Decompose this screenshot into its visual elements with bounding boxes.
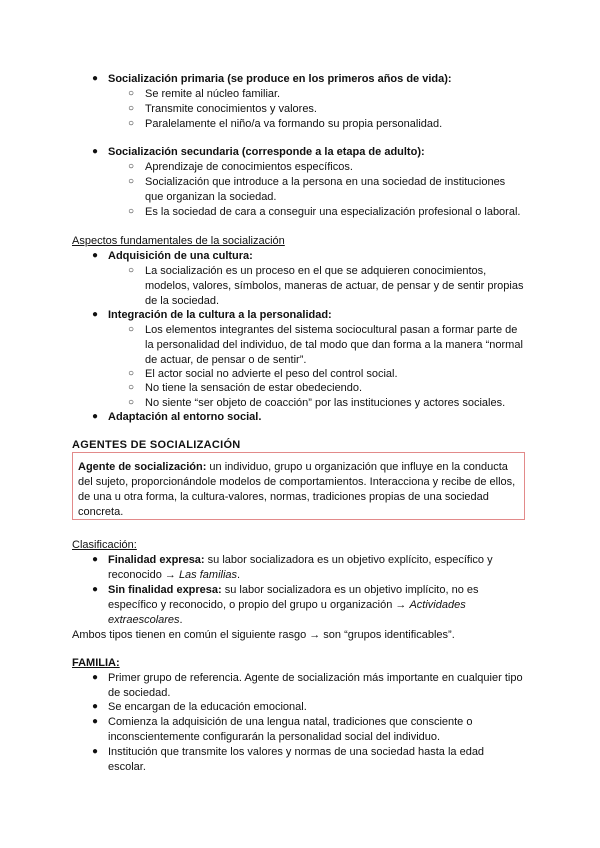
definition-line (78, 460, 508, 474)
list-item-continuation: inconscientemente configurarán la personalidad social del individuo. (108, 731, 441, 743)
list-item: Primer grupo de referencia. Agente de socialización más importante en cualquier tipo (108, 672, 523, 684)
clasificacion-text: su labor socializadora es un objetivo explícito, específico y (204, 554, 493, 566)
list-item-continuation: escolar. (108, 761, 146, 773)
clasificacion-example: Las familias (178, 569, 238, 581)
list-item: Transmite conocimientos y valores. (145, 103, 317, 115)
clasificacion-text: reconocido → (108, 569, 179, 581)
definition-line: concreta. (78, 506, 124, 518)
bullet-icon: ● (92, 554, 99, 565)
bullet-icon: ● (92, 73, 99, 84)
circle-bullet-icon: ○ (128, 176, 135, 187)
familia-heading: FAMILIA: (72, 657, 120, 669)
circle-bullet-icon: ○ (128, 88, 135, 99)
bullet-icon: ● (92, 309, 99, 320)
circle-bullet-icon: ○ (128, 382, 135, 393)
list-item: Los elementos integrantes del sistema sociocultural pasan a formar parte de (145, 324, 518, 336)
aspectos-heading: Aspectos fundamentales de la socialización (72, 235, 285, 247)
clasificacion-example: Actividades (409, 599, 466, 611)
list-item: Paralelamente el niño/a va formando su propia personalidad. (145, 118, 443, 130)
bullet-icon: ● (92, 250, 99, 261)
bullet-icon: ● (92, 411, 99, 422)
circle-bullet-icon: ○ (128, 118, 135, 129)
circle-bullet-icon: ○ (128, 324, 135, 335)
list-item: El actor social no advierte el peso del control social. (145, 368, 398, 380)
list-item: Aprendizaje de conocimientos específicos. (145, 161, 353, 173)
aspecto-integracion-title: Integración de la cultura a la personalidad: (108, 309, 332, 321)
clasificacion-punct: . (179, 614, 183, 626)
list-item-continuation: la personalidad del individuo, de tal modo que dan forma a la manera “normal (145, 339, 523, 351)
list-item-continuation: de actuar, de pensar o de sentir”. (145, 354, 307, 366)
list-item-continuation: que organizan la sociedad. (145, 191, 277, 203)
clasificacion-item-continuation (108, 613, 183, 627)
aspecto-adaptacion-title: Adaptación al entorno social. (108, 411, 262, 423)
clasificacion-text: su labor socializadora es un objetivo implícito, no es (221, 584, 479, 596)
circle-bullet-icon: ○ (128, 103, 135, 114)
definition-line: del sujeto, proporcionándole modelos de comportamientos. Interacciona y recibe de ellos, (78, 476, 516, 488)
clasificacion-item (108, 553, 493, 567)
list-item: No tiene la sensación de estar obedeciendo. (145, 382, 363, 394)
aspecto-cultura-title: Adquisición de una cultura: (108, 250, 253, 262)
primary-socialization-title: Socialización primaria (se produce en los primeros años de vida): (108, 73, 452, 85)
agentes-heading: AGENTES DE SOCIALIZACIÓN (72, 439, 241, 451)
list-item-continuation: de la sociedad. (145, 295, 219, 307)
clasificacion-text: específico y reconocido, o propio del grupo u organización → (108, 599, 410, 611)
list-item-continuation: modelos, valores, símbolos, maneras de actuar, de pensar y de sentir propias (145, 280, 524, 292)
circle-bullet-icon: ○ (128, 206, 135, 217)
clasificacion-punct: . (237, 569, 241, 581)
list-item-continuation: de sociedad. (108, 687, 171, 699)
list-item: La socialización es un proceso en el que se adquieren conocimientos, (145, 265, 487, 277)
list-item: Socialización que introduce a la persona en una sociedad de instituciones (145, 176, 506, 188)
bullet-icon: ● (92, 584, 99, 595)
clasificacion-example: extraescolares (108, 614, 180, 626)
secondary-socialization-title: Socialización secundaria (corresponde a la etapa de adulto): (108, 146, 425, 158)
clasificacion-item-continuation (108, 598, 466, 612)
clasificacion-item (108, 583, 479, 597)
circle-bullet-icon: ○ (128, 161, 135, 172)
list-item: Es la sociedad de cara a conseguir una especialización profesional o laboral. (145, 206, 521, 218)
definition-term: Agente de socialización: (78, 461, 207, 473)
list-item: Se remite al núcleo familiar. (145, 88, 281, 100)
list-item: Comienza la adquisición de una lengua natal, tradiciones que consciente o (108, 716, 473, 728)
clasificacion-heading: Clasificación: (72, 539, 137, 551)
clasificacion-term: Finalidad expresa: (108, 554, 205, 566)
clasificacion-item-continuation (108, 568, 240, 582)
list-item: Se encargan de la educación emocional. (108, 701, 307, 713)
bullet-icon: ● (92, 746, 99, 757)
list-item: Institución que transmite los valores y normas de una sociedad hasta la edad (108, 746, 485, 758)
circle-bullet-icon: ○ (128, 397, 135, 408)
clasificacion-term: Sin finalidad expresa: (108, 584, 222, 596)
definition-text: un individuo, grupo u organización que influye en la conducta (206, 461, 508, 473)
list-item: No siente “ser objeto de coacción” por las instituciones y actores sociales. (145, 397, 506, 409)
definition-line: de una u otra forma, la cultura-valores, normas, tradiciones propias de una sociedad (78, 491, 489, 503)
bullet-icon: ● (92, 672, 99, 683)
bullet-icon: ● (92, 701, 99, 712)
bullet-icon: ● (92, 146, 99, 157)
circle-bullet-icon: ○ (128, 265, 135, 276)
clasificacion-summary: Ambos tipos tienen en común el siguiente rasgo → son “grupos identificables”. (72, 629, 455, 641)
circle-bullet-icon: ○ (128, 368, 135, 379)
bullet-icon: ● (92, 716, 99, 727)
